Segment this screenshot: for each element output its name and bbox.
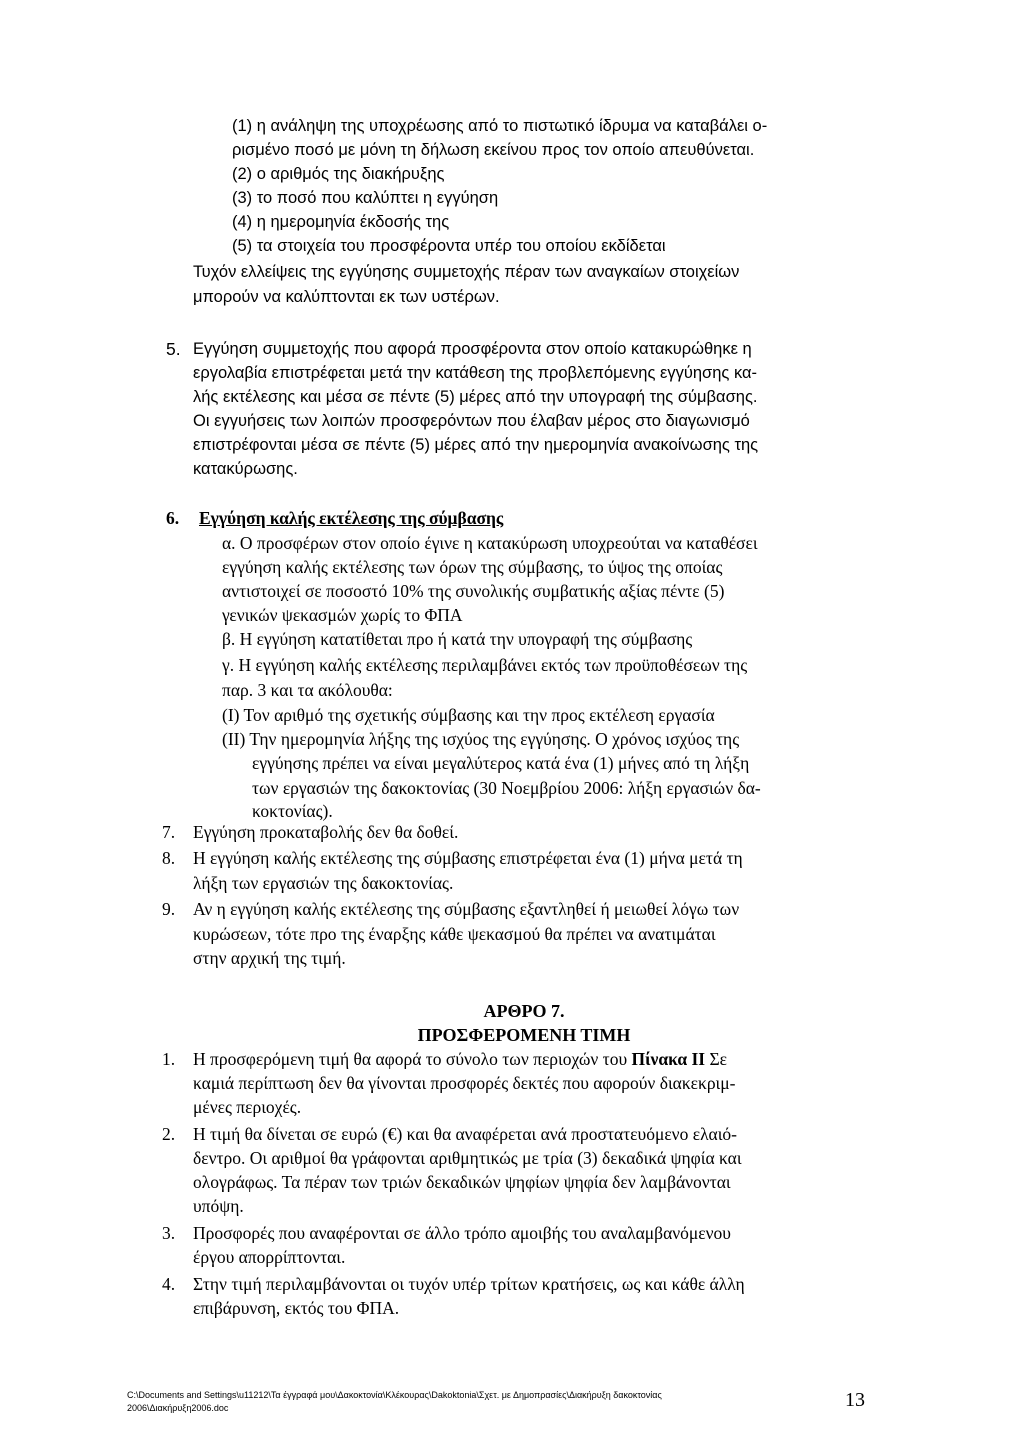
text-line: στην αρχική της τιμή. bbox=[193, 948, 346, 968]
section-title: Εγγύηση καλής εκτέλεσης της σύμβασης bbox=[199, 508, 504, 528]
item-number: 4. bbox=[162, 1274, 176, 1294]
text-line: (4) η ημερομηνία έκδοσής της bbox=[232, 213, 450, 231]
text-line: Οι εγγυήσεις των λοιπών προσφερόντων που έλαβαν μέρος στο διαγωνισμό bbox=[193, 412, 750, 430]
footer-path: C:\Documents and Settings\u11212\Τα έγγραφά μου\Δακοκτονία\Κλέκουρας\Dakoktonia\Σχετ. με Δημοπρασίες\Διακήρυξη δακοκτονίας bbox=[127, 1390, 662, 1400]
text-line: αντιστοιχεί σε ποσοστό 10% της συνολικής συμβατικής αξίας πέντε (5) bbox=[222, 581, 725, 601]
item-number: 7. bbox=[162, 822, 176, 842]
text-line: εγγύησης πρέπει να είναι μεγαλύτερος κατά ένα (1) μήνες από τη λήξη bbox=[252, 753, 750, 773]
text-line: έργου απορρίπτονται. bbox=[193, 1247, 346, 1267]
text-line: των εργασιών της δακοκτονίας (30 Νοεμβρίου 2006: λήξη εργασιών δα- bbox=[252, 778, 761, 798]
text-line: Προσφορές που αναφέρονται σε άλλο τρόπο αμοιβής του αναλαμβανόμενου bbox=[193, 1223, 731, 1243]
text-line: Τυχόν ελλείψεις της εγγύησης συμμετοχής πέραν των αναγκαίων στοιχείων bbox=[193, 263, 740, 281]
text-line: μπορούν να καλύπτονται εκ των υστέρων. bbox=[193, 288, 500, 306]
text-line: λής εκτέλεσης και μέσα σε πέντε (5) μέρες από την υπογραφή της σύμβασης. bbox=[193, 388, 758, 406]
article-number: ΑΡΘΡΟ 7. bbox=[483, 1001, 565, 1021]
text-line: κατακύρωσης. bbox=[193, 460, 298, 478]
text-line: ρισμένο ποσό με μόνη τη δήλωση εκείνου προς τον οποίο απευθύνεται. bbox=[232, 141, 755, 159]
text-line: Η εγγύηση καλής εκτέλεσης της σύμβασης επιστρέφεται ένα (1) μήνα μετά τη bbox=[193, 848, 743, 868]
text-line: Αν η εγγύηση καλής εκτέλεσης της σύμβασης εξαντληθεί ή μειωθεί λόγω των bbox=[193, 899, 740, 919]
text-span: Η προσφερόμενη τιμή θα αφορά το σύνολο των περιοχών του bbox=[193, 1049, 632, 1069]
text-line: εργολαβία επιστρέφεται μετά την κατάθεση της προβλεπόμενης εγγύησης κα- bbox=[193, 364, 758, 382]
article-title: ΠΡΟΣΦΕΡΟΜΕΝΗ ΤΙΜΗ bbox=[417, 1025, 631, 1045]
text-line: υπόψη. bbox=[193, 1196, 244, 1216]
text-line: εγγύηση καλής εκτέλεσης των όρων της σύμβασης, το ύψος της οποίας bbox=[222, 557, 723, 577]
text-line: γ. Η εγγύηση καλής εκτέλεσης περιλαμβάνει εκτός των προϋποθέσεων της bbox=[222, 655, 748, 675]
text-line: Στην τιμή περιλαμβάνονται οι τυχόν υπέρ τρίτων κρατήσεις, ως και κάθε άλλη bbox=[193, 1274, 745, 1294]
text-line: Εγγύηση συμμετοχής που αφορά προσφέροντα στον οποίο κατακυρώθηκε η bbox=[193, 340, 752, 358]
item-number: 8. bbox=[162, 848, 176, 868]
text-line: (2) ο αριθμός της διακήρυξης bbox=[232, 165, 445, 183]
item-number: 1. bbox=[162, 1049, 176, 1069]
item-number: 2. bbox=[162, 1124, 176, 1144]
text-line: (5) τα στοιχεία του προσφέροντα υπέρ του οποίου εκδίδεται bbox=[232, 237, 666, 255]
item-number: 3. bbox=[162, 1223, 176, 1243]
text-line: α. Ο προσφέρων στον οποίο έγινε η κατακύρωση υποχρεούται να καταθέσει bbox=[222, 533, 758, 553]
text-line: (ΙΙ) Την ημερομηνία λήξης της ισχύος της εγγύησης. Ο χρόνος ισχύος της bbox=[222, 729, 740, 749]
text-line: (Ι) Τον αριθμό της σχετικής σύμβασης και την προς εκτέλεση εργασία bbox=[222, 705, 715, 725]
item-number: 9. bbox=[162, 899, 176, 919]
text-line: (3) το ποσό που καλύπτει η εγγύηση bbox=[232, 189, 499, 207]
text-line bbox=[193, 1049, 727, 1069]
text-line: (1) η ανάληψη της υποχρέωσης από το πιστωτικό ίδρυμα να καταβάλει ο- bbox=[232, 117, 768, 135]
table-reference: Πίνακα ΙΙ bbox=[631, 1049, 706, 1069]
text-line: λήξη των εργασιών της δακοκτονίας. bbox=[193, 873, 454, 893]
text-line: κοκτονίας). bbox=[252, 801, 333, 821]
text-line: Η τιμή θα δίνεται σε ευρώ (€) και θα αναφέρεται ανά προστατευόμενο ελαιό- bbox=[193, 1124, 738, 1144]
item-number: 5. bbox=[166, 339, 181, 359]
text-line: Εγγύηση προκαταβολής δεν θα δοθεί. bbox=[193, 822, 459, 842]
page-number: 13 bbox=[845, 1389, 865, 1411]
text-line: επιβάρυνση, εκτός του ΦΠΑ. bbox=[193, 1298, 400, 1318]
item-number: 6. bbox=[166, 508, 180, 528]
text-line: καμιά περίπτωση δεν θα γίνονται προσφορές δεκτές που αφορούν διακεκριμ- bbox=[193, 1073, 736, 1093]
text-line: μένες περιοχές. bbox=[193, 1097, 302, 1117]
text-line: γενικών ψεκασμών χωρίς το ΦΠΑ bbox=[222, 605, 463, 625]
text-line: δεντρο. Οι αριθμοί θα γράφονται αριθμητικώς με τρία (3) δεκαδικά ψηφία και bbox=[193, 1148, 742, 1168]
footer-path: 2006\Διακήρυξη2006.doc bbox=[127, 1403, 229, 1413]
text-line: β. Η εγγύηση κατατίθεται προ ή κατά την υπογραφή της σύμβασης bbox=[222, 629, 693, 649]
text-line: ολογράφως. Τα πέραν των τριών δεκαδικών ψηφίων ψηφία δεν λαμβάνονται bbox=[193, 1172, 731, 1192]
text-line: παρ. 3 και τα ακόλουθα: bbox=[222, 680, 393, 700]
text-span: Σε bbox=[705, 1049, 728, 1069]
text-line: κυρώσεων, τότε προ της έναρξης κάθε ψεκασμού θα πρέπει να ανατιμάται bbox=[193, 924, 716, 944]
text-line: επιστρέφονται μέσα σε πέντε (5) μέρες από την ημερομηνία ανακοίνωσης της bbox=[193, 436, 759, 454]
